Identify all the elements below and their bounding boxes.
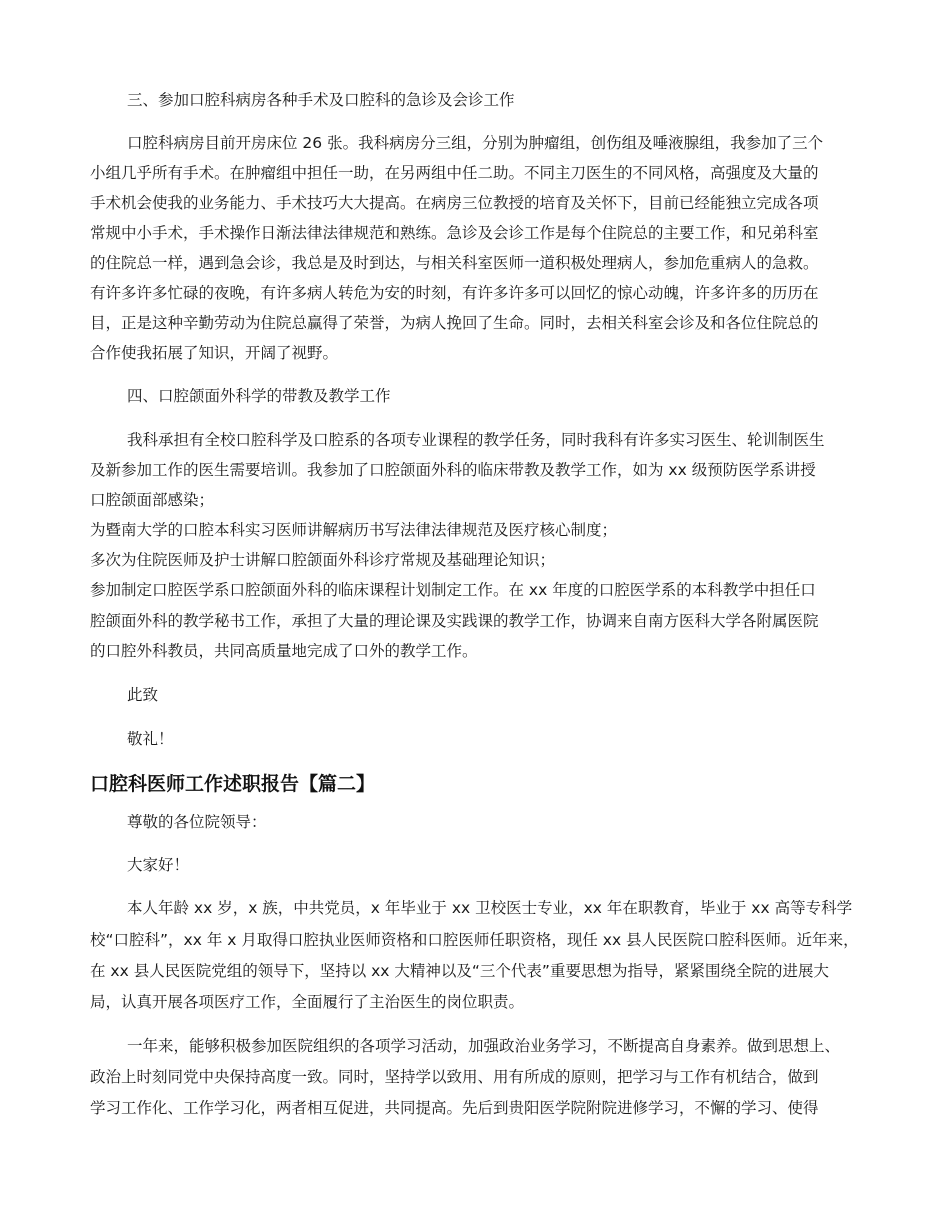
paragraph-line: 腔颌面外科的教学秘书工作，承担了大量的理论课及实践课的教学工作，协调来自南方医科大学各附属医院 [90,612,819,630]
paragraph-line: 政治上时刻同党中央保持高度一致。同时，坚持学以致用、用有所成的原则，把学习与工作有机结合，做到 [90,1068,819,1086]
paragraph-line: 我科承担有全校口腔科学及口腔系的各项专业课程的教学任务，同时我科有许多实习医生、轮训制医生 [127,431,825,449]
paragraph-line: 学习工作化、工作学习化，两者相互促进，共同提高。先后到贵阳医学院附院进修学习，不懈的学习、使得 [90,1099,819,1117]
greeting-line: 大家好！ [127,856,190,874]
paragraph-line: 小组几乎所有手术。在肿瘤组中担任一助，在另两组中任二助。不同主刀医生的不同风格，高强度及大量的 [90,164,819,182]
paragraph-line: 手术机会使我的业务能力、手术技巧大大提高。在病房三位教授的培育及关怀下，目前已经能独立完成各项 [90,194,819,212]
paragraph-line: 有许多许多忙碌的夜晚，有许多病人转危为安的时刻，有许多许多可以回忆的惊心动魄，许多许多的历历在 [90,284,819,302]
paragraph-line: 合作使我拓展了知识，开阔了视野。 [90,344,339,362]
paragraph-line: 常规中小手术，手术操作日渐法律法律规范和熟练。急诊及会诊工作是每个住院总的主要工作，和兄弟科室 [90,224,819,242]
paragraph-line: 的口腔外科教员，共同高质量地完成了口外的教学工作。 [90,642,478,660]
paragraph-line: 口腔颌面部感染； [90,491,215,509]
paragraph-line: 及新参加工作的医生需要培训。我参加了口腔颌面外科的临床带教及教学工作，如为 xx 级预防医学系讲授 [90,461,816,479]
paragraph-line: 的住院总一样，遇到急会诊，我总是及时到达，与相关科室医师一道积极处理病人，参加危重病人的急救。 [90,254,819,272]
section-heading-4: 四、口腔颌面外科学的带教及教学工作 [127,387,391,405]
paragraph-line: 在 xx 县人民医院党组的领导下，坚持以 xx 大精神以及“三个代表”重要思想为指导，紧紧围绕全院的进展大 [90,962,829,980]
closing-salutation: 此致 [127,686,159,704]
paragraph-line: 一年来，能够积极参加医院组织的各项学习活动，加强政治业务学习，不断提高自身素养。做到思想上、 [127,1037,841,1055]
paragraph-line: 参加制定口腔医学系口腔颌面外科的临床课程计划制定工作。在 xx 年度的口腔医学系的本科教学中担任口 [90,581,816,599]
paragraph-line: 为暨南大学的口腔本科实习医师讲解病历书写法律法律规范及医疗核心制度； [90,521,618,539]
paragraph-line: 目，正是这种辛勤劳动为住院总赢得了荣誉，为病人挽回了生命。同时，去相关科室会诊及和各位住院总的 [90,314,819,332]
paragraph-line: 多次为住院医师及护士讲解口腔颌面外科诊疗常规及基础理论知识； [90,551,556,569]
paragraph-line: 口腔科病房目前开房床位 26 张。我科病房分三组，分别为肿瘤组，创伤组及唾液腺组，我参加了三个 [127,134,824,152]
paragraph-line: 校“口腔科”，xx 年 x 月取得口腔执业医师资格和口腔医师任职资格，现任 xx 县人民医院口腔科医师。近年来， [90,931,859,949]
section-heading-3: 三、参加口腔科病房各种手术及口腔科的急诊及会诊工作 [127,91,515,109]
report-title: 口腔科医师工作述职报告【篇二】 [90,773,376,795]
greeting-line: 尊敬的各位院领导： [127,813,267,831]
paragraph-line: 本人年龄 xx 岁，x 族，中共党员，x 年毕业于 xx 卫校医士专业，xx 年在职教育，毕业于 xx 高等专科学 [127,899,853,917]
paragraph-line: 局，认真开展各项医疗工作，全面履行了主治医生的岗位职责。 [90,993,525,1011]
closing-regards: 敬礼！ [127,730,174,748]
